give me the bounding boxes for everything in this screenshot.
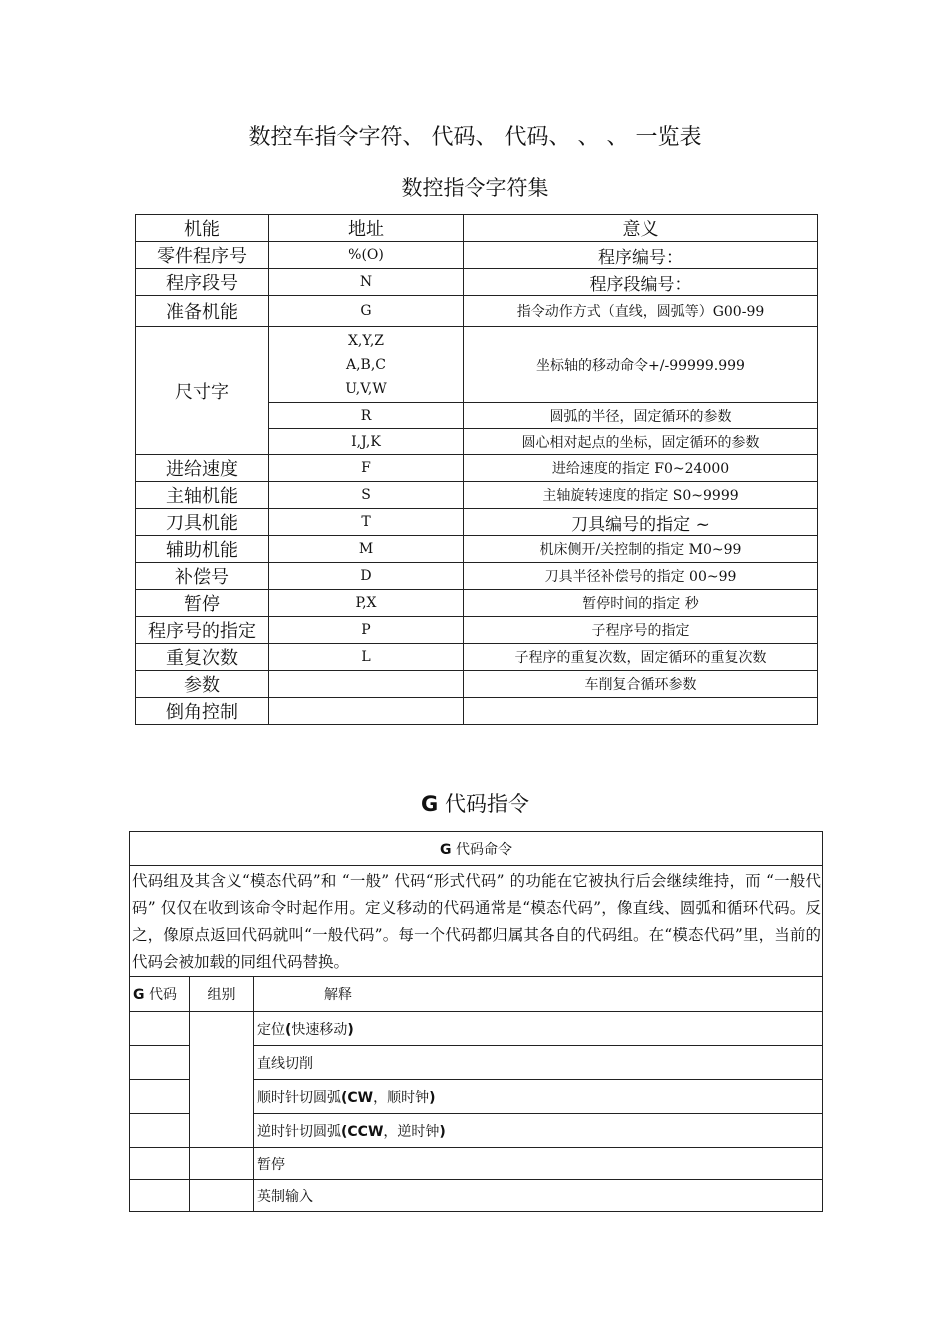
table-row: [136, 644, 818, 671]
section2-title: [0, 788, 950, 818]
address-cell: [269, 698, 464, 725]
table-row: [130, 1012, 823, 1046]
function-cell: 补偿号: [136, 563, 269, 590]
meaning-cell: 刀具半径补偿号的指定 00~99: [464, 563, 818, 590]
table-title: [130, 832, 823, 866]
function-cell: 倒角控制: [136, 698, 269, 725]
explain-text: 快速移动: [291, 1021, 348, 1038]
header-gcode: [130, 977, 190, 1012]
meaning-cell: 刀具编号的指定 ~: [464, 509, 818, 536]
explain-symbol: ): [429, 1089, 436, 1106]
address-cell: [269, 327, 464, 403]
address-cell: D: [269, 563, 464, 590]
table-row: [136, 671, 818, 698]
function-cell: 重复次数: [136, 644, 269, 671]
table-row: [136, 242, 818, 269]
function-cell: 暂停: [136, 590, 269, 617]
table-title-prefix: G: [440, 841, 452, 858]
address-cell: [269, 671, 464, 698]
meaning-cell: 进给速度的指定 F0~24000: [464, 455, 818, 482]
explain-cell: 暂停: [254, 1148, 823, 1180]
function-cell: 参数: [136, 671, 269, 698]
meaning-cell: 主轴旋转速度的指定 S0~9999: [464, 482, 818, 509]
gcode-cell: [130, 1180, 190, 1212]
table-row: [136, 563, 818, 590]
explain-symbol: (: [285, 1021, 292, 1038]
function-cell: 准备机能: [136, 296, 269, 327]
address-cell: P,X: [269, 590, 464, 617]
meaning-cell: 程序编号：: [464, 242, 818, 269]
function-cell: 辅助机能: [136, 536, 269, 563]
table-row: [136, 296, 818, 327]
table-title-row: [130, 832, 823, 866]
explain-text: 逆时针切圆弧: [257, 1123, 341, 1140]
table-row: [136, 455, 818, 482]
table-header-row: [136, 215, 818, 242]
intro-row: [130, 866, 823, 977]
table-row: [130, 1148, 823, 1180]
section2-title-rest: 代码指令: [438, 792, 529, 816]
address-cell: I,J,K: [269, 429, 464, 455]
meaning-cell: 车削复合循环参数: [464, 671, 818, 698]
function-cell: 进给速度: [136, 455, 269, 482]
address-line: U,V,W: [345, 380, 387, 397]
meaning-cell: 暂停时间的指定 秒: [464, 590, 818, 617]
explain-symbol: ): [439, 1123, 446, 1140]
address-cell: P: [269, 617, 464, 644]
meaning-cell: 坐标轴的移动命令+/-99999.999: [464, 327, 818, 403]
table-row: [136, 698, 818, 725]
meaning-cell: 程序段编号：: [464, 269, 818, 296]
address-cell: L: [269, 644, 464, 671]
explain-text: 顺时针切圆弧: [257, 1089, 341, 1106]
address-line: A,B,C: [345, 356, 386, 373]
function-cell: 程序号的指定: [136, 617, 269, 644]
intro-paragraph: 代码组及其含义“模态代码”和 “一般” 代码“形式代码” 的功能在它被执行后会继续维持，而 “一般代码” 仅仅在收到该命令时起作用。定义移动的代码通常是“模态代码”，像直线、圆弧和循环代码。反之，像原点返回代码就叫“一般代码”。每一个代码都归属其各自的代码组。在“模态代码”里，当前的代码会被加载的同组代码替换。: [130, 866, 823, 977]
explain-symbol: (CW: [341, 1089, 374, 1106]
meaning-cell: 子程序的重复次数，固定循环的重复次数: [464, 644, 818, 671]
header-explain: 解释: [254, 977, 823, 1012]
function-cell: 尺寸字: [136, 327, 269, 455]
address-cell: T: [269, 509, 464, 536]
explain-text: ，顺时钟: [373, 1089, 430, 1106]
gcode-cell: [130, 1012, 190, 1046]
gcode-cell: [130, 1046, 190, 1080]
explain-symbol: (CCW: [341, 1123, 384, 1140]
table-row: [130, 1180, 823, 1212]
table-row: [136, 269, 818, 296]
address-cell: N: [269, 269, 464, 296]
address-cell: F: [269, 455, 464, 482]
header-gcode-prefix: G: [133, 987, 145, 1003]
header-meaning: 意义: [464, 215, 818, 242]
meaning-cell: 圆心相对起点的坐标，固定循环的参数: [464, 429, 818, 455]
gcode-cell: [130, 1114, 190, 1148]
meaning-cell: 指令动作方式（直线，圆弧等）G00-99: [464, 296, 818, 327]
address-cell: %(O): [269, 242, 464, 269]
document-title: 数控车指令字符、 代码、 代码、 、 、 一览表: [248, 125, 702, 150]
meaning-cell: 圆弧的半径，固定循环的参数: [464, 403, 818, 429]
table-row: [136, 482, 818, 509]
meaning-cell: 子程序号的指定: [464, 617, 818, 644]
header-group: 组别: [190, 977, 254, 1012]
table-row: [136, 617, 818, 644]
explain-cell: [254, 1114, 823, 1148]
address-cell: G: [269, 296, 464, 327]
group-cell: [190, 1148, 254, 1180]
table-row: [136, 536, 818, 563]
meaning-cell: [464, 698, 818, 725]
table-row: [136, 327, 818, 403]
explain-cell: 英制输入: [254, 1180, 823, 1212]
table-row: [136, 509, 818, 536]
table-row: [136, 590, 818, 617]
group-cell: [190, 1012, 254, 1148]
function-cell: 程序段号: [136, 269, 269, 296]
explain-cell: [254, 1012, 823, 1046]
column-header-row: [130, 977, 823, 1012]
gcode-cell: [130, 1148, 190, 1180]
address-cell: R: [269, 403, 464, 429]
explain-cell: 直线切削: [254, 1046, 823, 1080]
address-line: X,Y,Z: [347, 332, 385, 349]
g-code-table: [129, 831, 823, 1212]
header-address: 地址: [269, 215, 464, 242]
explain-text: 定位: [257, 1021, 285, 1038]
explain-symbol: ): [347, 1021, 354, 1038]
function-cell: 零件程序号: [136, 242, 269, 269]
gcode-cell: [130, 1080, 190, 1114]
instruction-character-table: [135, 214, 818, 725]
header-function: 机能: [136, 215, 269, 242]
group-cell: [190, 1180, 254, 1212]
function-cell: 主轴机能: [136, 482, 269, 509]
explain-cell: [254, 1080, 823, 1114]
explain-text: ，逆时钟: [383, 1123, 440, 1140]
table-title-rest: 代码命令: [451, 841, 512, 858]
address-cell: S: [269, 482, 464, 509]
address-cell: M: [269, 536, 464, 563]
section2-title-prefix: G: [421, 792, 439, 816]
function-cell: 刀具机能: [136, 509, 269, 536]
header-gcode-rest: 代码: [144, 987, 177, 1003]
meaning-cell: 机床侧开/关控制的指定 M0~99: [464, 536, 818, 563]
section1-title: 数控指令字符集: [401, 176, 549, 200]
